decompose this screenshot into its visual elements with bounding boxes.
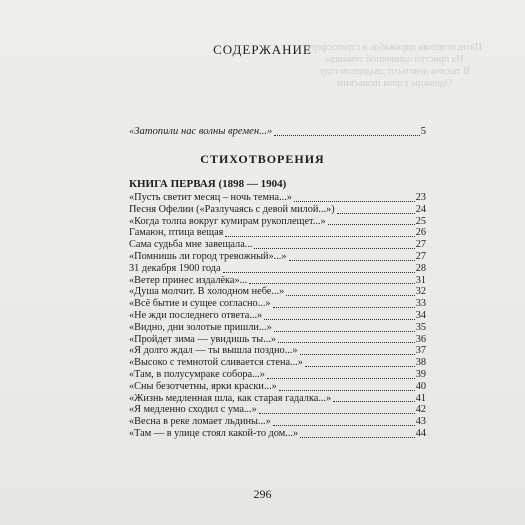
entry-title: «Не жди последнего ответа...» xyxy=(129,309,263,321)
entry-page: 23 xyxy=(415,192,426,203)
dot-leader xyxy=(333,401,414,402)
toc-entry xyxy=(129,357,426,369)
entry-title: Сама судьба мне завещала... xyxy=(129,239,253,251)
page-title: СОДЕРЖАНИЕ xyxy=(213,42,312,57)
entry-title: «Затопили нас волны времен...» xyxy=(129,126,273,137)
toc-entry xyxy=(129,251,426,263)
entry-page: 27 xyxy=(415,239,426,251)
entry-page: 44 xyxy=(415,427,426,439)
entry-page: 40 xyxy=(415,380,426,392)
toc-entry xyxy=(129,227,426,239)
entry-title: «Когда толпа вокруг кумирам рукоплещет...» xyxy=(129,215,326,227)
entry-page: 37 xyxy=(415,345,426,357)
dot-leader xyxy=(300,354,415,355)
toc-entry xyxy=(129,345,426,357)
dot-leader xyxy=(286,295,414,296)
intro-entry xyxy=(129,125,426,138)
dot-leader xyxy=(300,437,415,438)
entry-page: 5 xyxy=(420,126,426,137)
entry-page: 36 xyxy=(415,333,426,345)
toc-list xyxy=(129,192,426,440)
entry-title: «Я долго ждал — ты вышла поздно...» xyxy=(129,345,298,357)
entry-title: «Видно, дни золотые пришли...» xyxy=(129,321,272,333)
dot-leader xyxy=(273,425,415,426)
toc-entry xyxy=(129,416,426,428)
entry-page: 33 xyxy=(415,298,426,310)
entry-title: «Пусть светит месяц – ночь темна...» xyxy=(129,192,292,203)
entry-title: «Ветер принес издалёка»... xyxy=(129,274,248,286)
page-number: 296 xyxy=(253,487,272,501)
entry-title: «Там, в полусумраке собора...» xyxy=(129,368,265,380)
entry-page: 35 xyxy=(415,321,426,333)
toc-entry xyxy=(129,334,426,346)
toc-entry xyxy=(129,428,426,440)
entry-title: «Душа молчит. В холодном небе...» xyxy=(129,286,285,298)
dot-leader xyxy=(305,366,415,367)
entry-page: 41 xyxy=(415,392,426,404)
entry-title: «Всё бытие и сущее согласно...» xyxy=(129,298,271,310)
toc-entry xyxy=(129,263,426,275)
book-title: КНИГА ПЕРВАЯ (1898 — 1904) xyxy=(129,178,287,190)
toc-entry xyxy=(129,216,426,228)
dot-leader xyxy=(274,135,419,136)
dot-leader xyxy=(259,413,415,414)
toc-entry xyxy=(129,393,426,405)
entry-page: 25 xyxy=(415,215,426,227)
dot-leader xyxy=(279,390,415,391)
dot-leader xyxy=(337,213,415,214)
dot-leader xyxy=(328,224,415,225)
toc-entry xyxy=(129,275,426,287)
dot-leader xyxy=(223,272,415,273)
toc-entry xyxy=(129,369,426,381)
entry-page: 26 xyxy=(415,227,426,239)
entry-title: «Весна в реке ломает льдины...» xyxy=(129,416,271,428)
dot-leader xyxy=(264,319,415,320)
entry-page: 39 xyxy=(415,368,426,380)
entry-title: «Я медленно сходил с ума...» xyxy=(129,404,257,416)
entry-page: 42 xyxy=(415,404,426,416)
entry-page: 38 xyxy=(415,357,426,369)
toc-entry xyxy=(129,322,426,334)
section-title: СТИХОТВОРЕНИЯ xyxy=(200,152,325,166)
toc-entry xyxy=(129,286,426,298)
dot-leader xyxy=(249,283,414,284)
entry-page: 43 xyxy=(415,416,426,428)
ghost-line: Однажды утром июньским xyxy=(336,78,453,89)
ghost-line: В тысяча девятьсот двадцатом году xyxy=(319,66,470,77)
entry-page: 27 xyxy=(415,250,426,262)
entry-page: 31 xyxy=(415,274,426,286)
toc-entry xyxy=(129,204,426,216)
toc-entry xyxy=(129,192,426,204)
entry-title: 31 декабря 1900 года xyxy=(129,262,221,274)
entry-title: «Высоко с темнотой сливается стена...» xyxy=(129,357,303,369)
toc-entry xyxy=(129,310,426,322)
toc-entry xyxy=(129,404,426,416)
dot-leader xyxy=(278,342,415,343)
entry-title: «Пройдет зима — увидишь ты...» xyxy=(129,333,277,345)
entry-page: 32 xyxy=(415,286,426,298)
dot-leader xyxy=(274,331,415,332)
entry-title: «Помнишь ли город тревожный»...» xyxy=(129,250,287,262)
entry-title: Гамаюн, птица вещая xyxy=(129,227,224,239)
entry-title: Песня Офелии («Разлучаясь с девой милой...») xyxy=(129,203,335,215)
toc-entry xyxy=(129,298,426,310)
dot-leader xyxy=(294,201,415,202)
entry-title: «Там — в улице стоял какой-то дом...» xyxy=(129,427,299,439)
entry-title: «Жизнь медленная шла, как старая гадалка...» xyxy=(129,392,332,404)
dot-leader xyxy=(289,260,415,261)
entry-page: 34 xyxy=(415,309,426,321)
dot-leader xyxy=(267,378,415,379)
entry-page: 28 xyxy=(415,262,426,274)
ghost-line: Пятисотлетняя дирижабль в стратосферу xyxy=(307,42,483,53)
toc-entry xyxy=(129,381,426,393)
ghost-line: На приступ одиночной темницы xyxy=(325,54,464,65)
toc-entry xyxy=(129,239,426,251)
dot-leader xyxy=(225,236,414,237)
entry-title: «Сны безотчетны, ярки краски...» xyxy=(129,380,277,392)
entry-page: 24 xyxy=(415,203,426,215)
dot-leader xyxy=(273,307,415,308)
dot-leader xyxy=(254,248,414,249)
